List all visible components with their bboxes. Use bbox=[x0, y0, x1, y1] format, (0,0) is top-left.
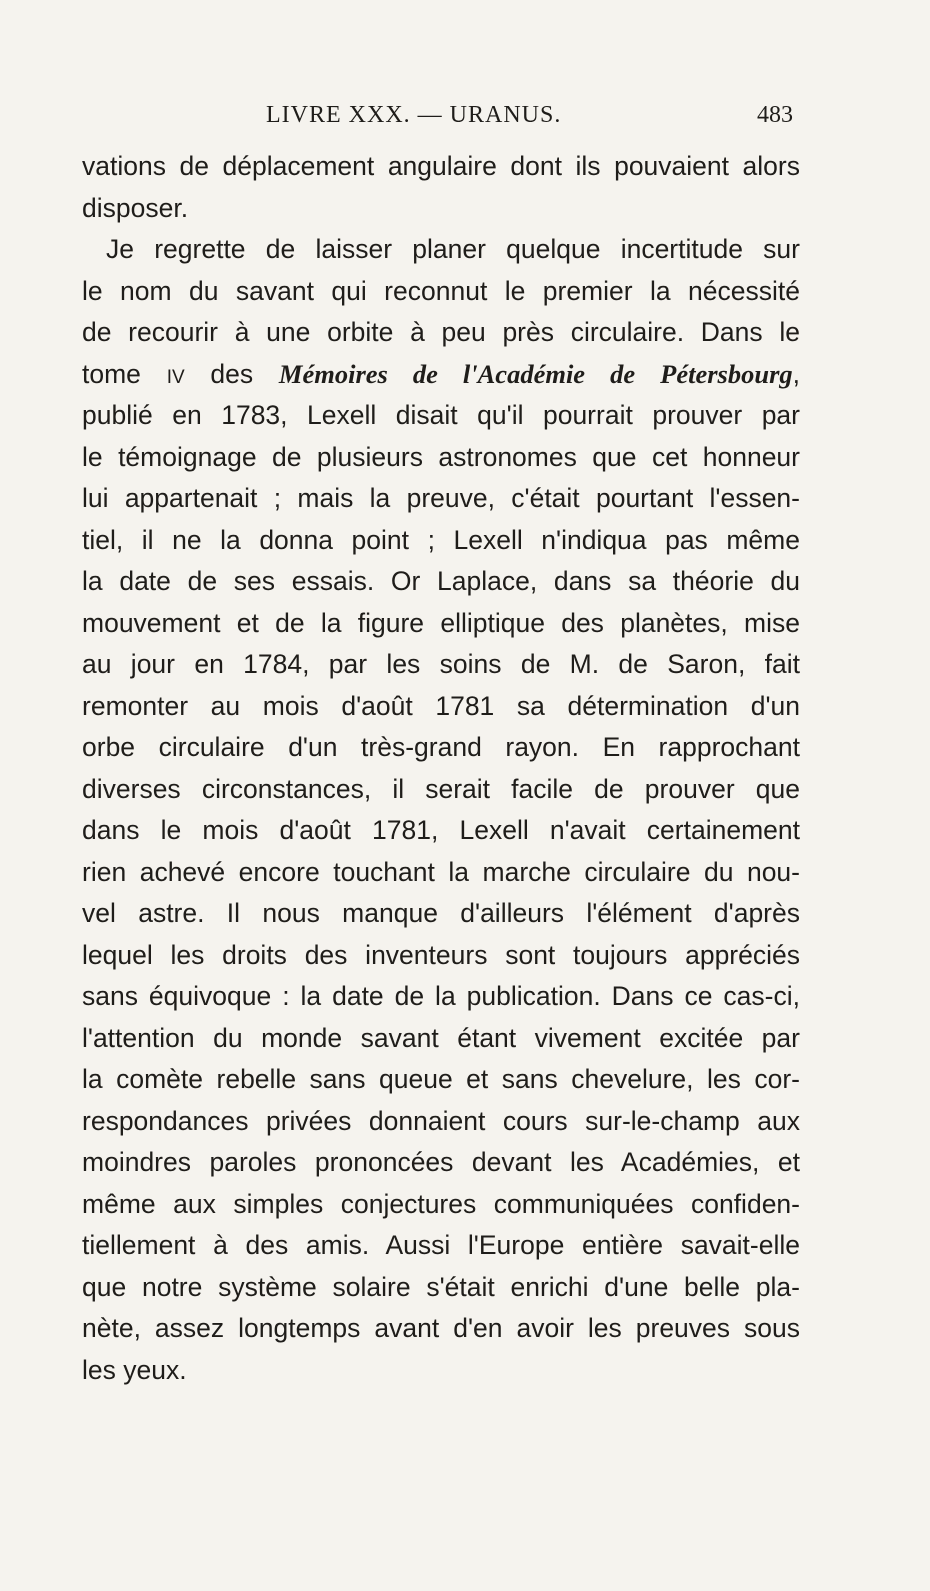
text-line bbox=[82, 852, 800, 894]
text-segment: publié en 1783, Lexell disait qu'il pourrait prouver par bbox=[82, 400, 800, 430]
text-segment: l'attention du monde savant étant vivement excitée par bbox=[82, 1022, 800, 1053]
text-line bbox=[82, 603, 800, 645]
text-line bbox=[82, 1018, 800, 1060]
text-segment: le nom du savant qui reconnut le premier la nécessité bbox=[82, 275, 800, 306]
text-line bbox=[82, 727, 800, 769]
text-segment: la comète rebelle sans queue et sans chevelure, les cor- bbox=[82, 1064, 800, 1094]
text-segment: iv bbox=[166, 358, 185, 389]
text-segment: tome bbox=[82, 358, 167, 389]
text-line bbox=[82, 893, 800, 935]
text-segment: moindres paroles prononcées devant les Académies, et bbox=[82, 1147, 800, 1177]
text-segment: tiellement à des amis. Aussi l'Europe entière savait-elle bbox=[82, 1230, 800, 1260]
text-line bbox=[82, 686, 800, 728]
text-line bbox=[82, 312, 800, 354]
text-line bbox=[82, 1350, 800, 1392]
text-segment: la date de ses essais. Or Laplace, dans sa théorie du bbox=[82, 566, 800, 596]
text-segment: même aux simples conjectures communiquées confiden- bbox=[82, 1188, 800, 1219]
text-segment: au jour en 1784, par les soins de M. de Saron, fait bbox=[82, 649, 800, 679]
text-line bbox=[82, 188, 800, 230]
text-line bbox=[82, 1267, 800, 1309]
text-segment: diverses circonstances, il serait facile de prouver que bbox=[82, 773, 800, 804]
text-segment: , bbox=[792, 358, 801, 389]
text-line bbox=[82, 561, 800, 603]
text-line bbox=[82, 146, 800, 188]
text-line bbox=[82, 810, 800, 852]
text-segment: vel astre. Il nous manque d'ailleurs l'élément d'après bbox=[82, 898, 800, 928]
text-line bbox=[82, 1142, 800, 1184]
text-line bbox=[82, 976, 800, 1018]
text-segment: des bbox=[184, 358, 279, 389]
text-line bbox=[82, 229, 800, 271]
text-segment: sans équivoque : la date de la publication. Dans ce cas-ci, bbox=[82, 981, 800, 1011]
text-segment: lequel les droits des inventeurs sont toujours appréciés bbox=[82, 939, 800, 970]
text-line bbox=[82, 769, 800, 811]
page-header bbox=[0, 102, 930, 136]
text-line bbox=[82, 1184, 800, 1226]
text-line bbox=[82, 395, 800, 437]
text-segment: de recourir à une orbite à peu près circulaire. Dans le bbox=[82, 317, 800, 347]
text-segment: disposer. bbox=[82, 192, 189, 223]
text-segment: lui appartenait ; mais la preuve, c'était pourtant l'essen- bbox=[82, 483, 800, 513]
text-segment: rien achevé encore touchant la marche circulaire du nou- bbox=[82, 856, 800, 887]
text-line bbox=[82, 271, 800, 313]
running-title: LIVRE XXX. — URANUS. bbox=[266, 102, 562, 128]
text-line bbox=[82, 478, 800, 520]
text-line bbox=[82, 935, 800, 977]
text-segment: nète, assez longtemps avant d'en avoir les preuves sous bbox=[82, 1313, 800, 1343]
text-line bbox=[82, 1308, 800, 1350]
text-segment: dans le mois d'août 1781, Lexell n'avait certainement bbox=[82, 815, 800, 845]
text-line bbox=[82, 644, 800, 686]
text-segment: respondances privées donnaient cours sur-le-champ aux bbox=[82, 1105, 800, 1136]
text-segment: Je regrette de laisser planer quelque incertitude sur bbox=[106, 234, 800, 264]
text-line bbox=[82, 354, 800, 396]
text-line bbox=[82, 520, 800, 562]
page-number: 483 bbox=[757, 102, 793, 128]
text-segment: remonter au mois d'août 1781 sa détermination d'un bbox=[82, 690, 800, 721]
italic-title: Mémoires de l'Académie de Pétersbourg bbox=[278, 358, 793, 389]
text-segment: vations de déplacement angulaire dont ils pouvaient alors bbox=[82, 151, 800, 181]
text-line bbox=[82, 437, 800, 479]
text-segment: tiel, il ne la donna point ; Lexell n'indiqua pas même bbox=[82, 524, 800, 555]
body-text bbox=[82, 146, 800, 1391]
text-segment: orbe circulaire d'un très-grand rayon. En rapprochant bbox=[82, 732, 800, 762]
text-segment: le témoignage de plusieurs astronomes que cet honneur bbox=[82, 441, 800, 472]
text-segment: mouvement et de la figure elliptique des planètes, mise bbox=[82, 607, 800, 638]
text-line bbox=[82, 1059, 800, 1101]
text-segment: que notre système solaire s'était enrichi d'une belle pla- bbox=[82, 1271, 800, 1302]
text-line bbox=[82, 1225, 800, 1267]
text-line bbox=[82, 1101, 800, 1143]
text-segment: les yeux. bbox=[82, 1354, 187, 1385]
